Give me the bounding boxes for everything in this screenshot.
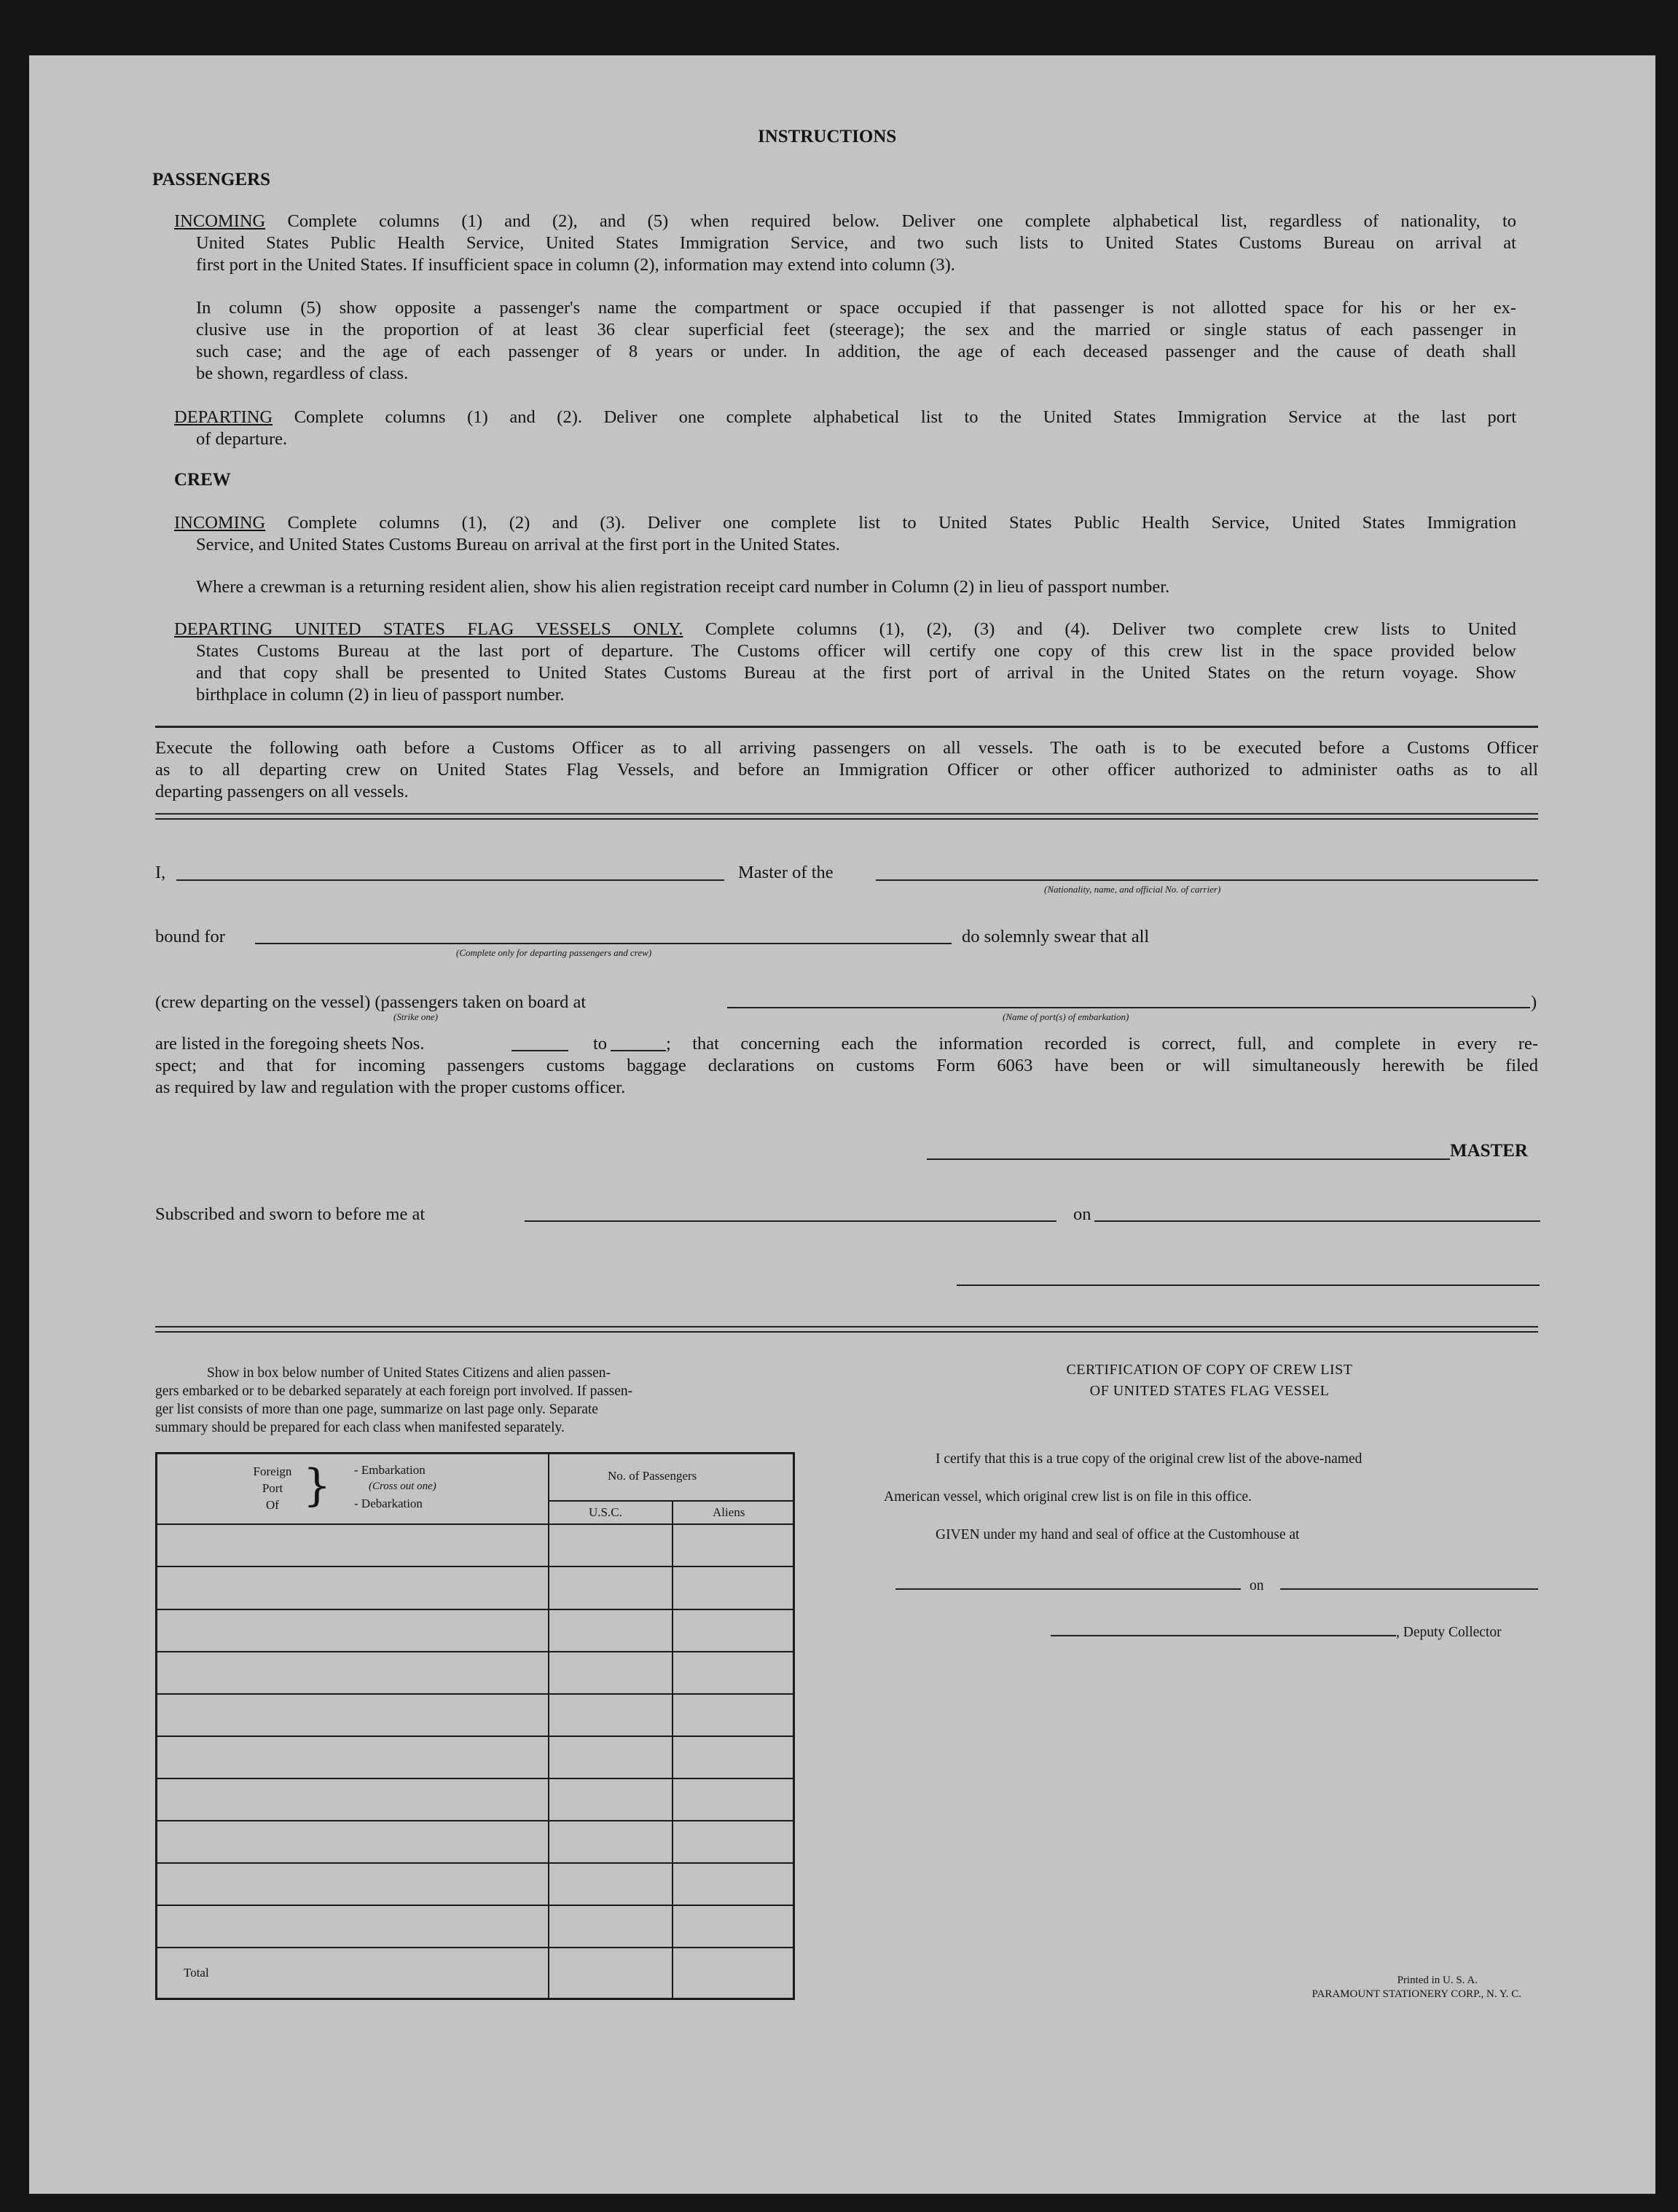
printer-line: Printed in U. S. A.: [1397, 1974, 1478, 1986]
row-divider: [157, 1905, 795, 1906]
port-caption: (Name of port(s) of embarkation): [1003, 1011, 1129, 1022]
crew-incoming-line: Complete columns (1), (2) and (3). Deliver one complete list to United States Public Health Service, United States Immigration: [287, 513, 1516, 533]
passengers-incoming-line: United States Public Health Service, United States Immigration Service, and two such lists to United States Customs Bureau on arrival at: [196, 233, 1516, 253]
bound-for-field[interactable]: [255, 943, 952, 944]
double-rule: [155, 813, 1538, 820]
crew-departing-label: DEPARTING UNITED STATES FLAG VESSELS ONLY.: [174, 619, 683, 639]
crew-passengers-label: (crew departing on the vessel) (passengers taken on board at: [155, 992, 587, 1012]
row-divider: [157, 1609, 795, 1610]
crew-departing-line: birthplace in column (2) in lieu of passport number.: [196, 685, 565, 705]
swear-label: do solemnly swear that all: [962, 927, 1150, 946]
oath-intro-line: as to all departing crew on United States Flag Vessels, and before an Immigration Officer or other officer authorized to administer oaths as to all: [155, 760, 1538, 780]
header-divider: [548, 1500, 795, 1502]
summary-instruction-line: gers embarked or to be debarked separately at each foreign port involved. If passen-: [155, 1384, 633, 1399]
certification-date-field[interactable]: [1280, 1588, 1538, 1590]
master-signature-label: MASTER: [1450, 1141, 1528, 1161]
row-divider: [157, 1820, 795, 1821]
printer-line: PARAMOUNT STATIONERY CORP., N. Y. C.: [1312, 1988, 1521, 2000]
of-label: Of: [266, 1498, 279, 1512]
foreign-label: Foreign: [253, 1464, 292, 1478]
summary-instruction-line: Show in box below number of United States Citizens and alien passen-: [207, 1365, 611, 1381]
master-signature-field[interactable]: [927, 1158, 1450, 1160]
sheets-to-label: to: [593, 1034, 608, 1054]
embarkation-port-field[interactable]: [727, 1007, 1530, 1008]
passengers-departing-line: of departure.: [196, 429, 288, 449]
master-of-label: Master of the: [738, 863, 834, 882]
form-sheet: [29, 55, 1655, 2194]
row-divider: [157, 1862, 795, 1864]
oath-line: ; that concerning each the information recorded is correct, full, and complete in every re-: [666, 1034, 1538, 1054]
column5-line: be shown, regardless of class.: [196, 364, 409, 383]
oath-line: as required by law and regulation with the proper customs officer.: [155, 1078, 626, 1097]
printer-imprint: [1166, 1974, 1521, 2001]
row-divider: [157, 1566, 795, 1567]
column-divider: [548, 1454, 549, 1998]
certification-title-line: CERTIFICATION OF COPY OF CREW LIST: [1066, 1362, 1353, 1378]
passengers-departing-line: Complete columns (1) and (2). Deliver one complete alphabetical list to the United States Immigration Service at the last port: [294, 407, 1516, 427]
ports-summary-box: [155, 1452, 795, 2000]
usc-column-label: U.S.C.: [589, 1505, 622, 1519]
row-divider: [157, 1947, 795, 1948]
passengers-incoming-line: first port in the United States. If insufficient space in column (2), information may extend into column (3).: [196, 255, 955, 275]
sheet-from-field[interactable]: [511, 1050, 568, 1051]
customhouse-field[interactable]: [895, 1588, 1241, 1590]
certification-title-line: OF UNITED STATES FLAG VESSEL: [1089, 1383, 1330, 1399]
column5-line: such case; and the age of each passenger of 8 years or under. In addition, the age of each deceased passenger and the cause of death shall: [196, 342, 1516, 361]
deputy-collector-field[interactable]: [1051, 1635, 1396, 1636]
no-of-passengers-label: No. of Passengers: [608, 1469, 697, 1483]
crew-incoming-line: Service, and United States Customs Bureau on arrival at the first port in the United States.: [196, 535, 840, 554]
passengers-departing-label: DEPARTING: [174, 407, 273, 427]
sheet-to-field[interactable]: [611, 1050, 666, 1051]
crew-departing-line: and that copy shall be presented to United States Customs Bureau at the first port of arrival in the United States on the return voyage. Show: [196, 663, 1516, 683]
row-divider: [157, 1693, 795, 1695]
embarkation-label: - Embarkation: [354, 1463, 426, 1477]
subscribed-place-field[interactable]: [525, 1220, 1056, 1222]
subscribed-date-field[interactable]: [1094, 1220, 1540, 1222]
carrier-field[interactable]: [876, 879, 1538, 881]
header-divider: [157, 1523, 795, 1525]
row-divider: [157, 1651, 795, 1652]
passengers-incoming-label: INCOMING: [174, 211, 266, 231]
certification-title: [991, 1360, 1428, 1402]
bound-for-label: bound for: [155, 927, 225, 946]
port-label: Port: [262, 1481, 283, 1495]
summary-instruction-line: ger list consists of more than one page, summarize on last page only. Separate: [155, 1402, 598, 1417]
officer-signature-field[interactable]: [957, 1285, 1540, 1286]
crew-incoming-label: INCOMING: [174, 513, 266, 533]
resident-alien-note: Where a crewman is a returning resident alien, show his alien registration receipt card number in Column (2) in lieu of passport number.: [196, 577, 1170, 597]
page-title: INSTRUCTIONS: [758, 127, 897, 146]
oath-i-label: I,: [155, 863, 166, 882]
crew-heading: CREW: [174, 470, 231, 490]
passengers-heading: PASSENGERS: [152, 170, 271, 189]
subscribed-on-label: on: [1073, 1204, 1091, 1224]
column5-line: In column (5) show opposite a passenger's name the compartment or space occupied if that passenger is not allotted space for his or her ex-: [196, 298, 1516, 318]
carrier-caption: (Nationality, name, and official No. of carrier): [1044, 884, 1221, 895]
strike-one-caption: (Strike one): [393, 1011, 439, 1022]
oath-intro-line: Execute the following oath before a Customs Officer as to all arriving passengers on all vessels. The oath is to be executed before a Customs Officer: [155, 738, 1538, 758]
debarkation-label: - Debarkation: [354, 1497, 423, 1510]
summary-instruction-line: summary should be prepared for each class when manifested separately.: [155, 1420, 565, 1435]
column-divider: [672, 1500, 673, 2000]
row-divider: [157, 1736, 795, 1737]
section-divider: [155, 726, 1538, 728]
total-label: Total: [184, 1966, 209, 1980]
row-divider: [157, 1778, 795, 1779]
double-rule: [155, 1326, 1538, 1333]
cross-out-caption: (Cross out one): [369, 1480, 436, 1492]
passengers-incoming-line: Complete columns (1) and (2), and (5) when required below. Deliver one complete alphabetical list, regardless of nationality, to: [287, 211, 1517, 231]
certification-line: GIVEN under my hand and seal of office at the Customhouse at: [936, 1527, 1300, 1542]
oath-line: spect; and that for incoming passengers customs baggage declarations on customs Form 6063 have been or will simultaneously herewith be filed: [155, 1056, 1538, 1075]
oath-intro-line: departing passengers on all vessels.: [155, 782, 409, 801]
brace-icon: }: [303, 1460, 332, 1511]
sheets-prefix: are listed in the foregoing sheets Nos.: [155, 1034, 425, 1054]
certification-on-label: on: [1250, 1578, 1264, 1593]
departing-caption: (Complete only for departing passengers and crew): [456, 947, 652, 958]
certification-line: I certify that this is a true copy of the original crew list of the above-named: [936, 1451, 1363, 1467]
crew-departing-line: Complete columns (1), (2), (3) and (4). Deliver two complete crew lists to United: [705, 619, 1516, 639]
close-paren: ): [1531, 992, 1537, 1012]
master-name-field[interactable]: [176, 879, 724, 881]
crew-departing-line: States Customs Bureau at the last port of departure. The Customs officer will certify one copy of this crew list in the space provided below: [196, 641, 1516, 661]
column5-line: clusive use in the proportion of at least 36 clear superficial feet (steerage); the sex and the married or single status of each passenger in: [196, 320, 1516, 340]
deputy-collector-label: , Deputy Collector: [1396, 1625, 1502, 1640]
subscribed-label: Subscribed and sworn to before me at: [155, 1204, 426, 1224]
aliens-column-label: Aliens: [713, 1505, 745, 1519]
certification-line: American vessel, which original crew list is on file in this office.: [884, 1489, 1252, 1505]
